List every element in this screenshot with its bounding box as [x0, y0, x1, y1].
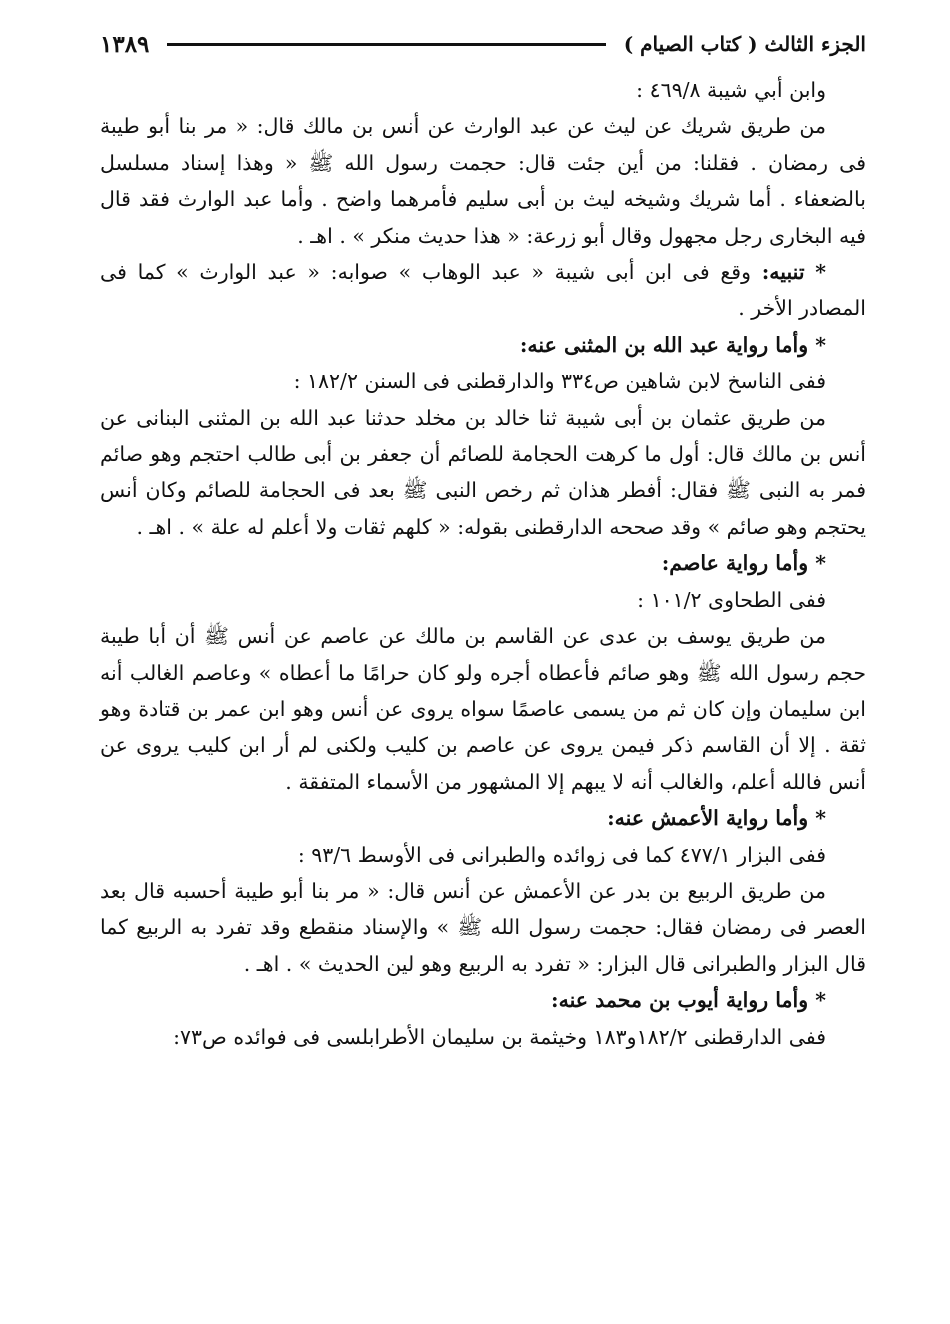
- section-heading-text: وأما رواية عاصم:: [661, 551, 809, 576]
- header-rule: [167, 43, 605, 46]
- section-heading-text: وأما رواية الأعمش عنه:: [607, 806, 809, 831]
- source-line: ففى البزار ٤٧٧/١ كما فى زوائده والطبرانى فى الأوسط ٩٣/٦ :: [297, 842, 826, 867]
- source-line: ففى الدارقطنى ١٨٢/٢و١٨٣ وخيثمة بن سليمان الأطرابلسى فى فوائده ص٧٣:: [173, 1024, 826, 1049]
- text-paragraph: من طريق يوسف بن عدى عن القاسم بن مالك عن عاصم عن أنس ﷺ أن أبا طيبة حجم رسول الله ﷺ وهو صائم فأعطاه أجره ولو كان حرامًا ما أعطاه » وعاصم الغالب أنه ابن سليمان وإن كان ثم من يسمى عاصمًا سواه يروى عن أنس وهو ابن عمر بن قتادة وهو ثقة . إلا أن القاسم ذكر فيمن يروى عن عاصم بن كليب ولكنى لم أر ابن كليب يروى عن أنس فالله أعلم، والغالب أنه لا يبهم إلا المشهور من الأسماء المتفقة .: [100, 624, 866, 794]
- section-heading-text: وأما رواية أيوب بن محمد عنه:: [551, 988, 809, 1013]
- section-heading: [100, 545, 866, 581]
- header-title: الجزء الثالث ( كتاب الصيام ): [623, 32, 866, 56]
- note-label: تنبيه:: [761, 260, 805, 285]
- section-heading: [100, 982, 866, 1018]
- page-number: ١٣٨٩: [100, 30, 150, 58]
- star-marker: *: [815, 551, 826, 576]
- note-text: وقع فى ابن أبى شيبة « عبد الوهاب » صوابه: « عبد الوارث » كما فى المصادر الأخر .: [100, 260, 866, 321]
- section-heading-text: وأما رواية عبد الله بن المثنى عنه:: [519, 332, 809, 357]
- section-heading: [100, 327, 866, 363]
- page-body: [100, 72, 866, 1055]
- section-heading: [100, 800, 866, 836]
- star-marker: *: [815, 332, 826, 357]
- text-paragraph: من طريق الربيع بن بدر عن الأعمش عن أنس قال: « مر بنا أبو طيبة أحسبه قال بعد العصر فى رمضان فقال: حجمت رسول الله ﷺ » والإسناد منقطع وقد تفرد به الربيع كما قال البزار والطبرانى قال البزار: « تفرد به الربيع وهو لين الحديث » . اهـ .: [100, 878, 866, 976]
- source-line: ففى الطحاوى ١٠١/٢ :: [637, 587, 826, 612]
- star-marker: *: [815, 988, 826, 1013]
- text-paragraph: من طريق عثمان بن أبى شيبة ثنا خالد بن مخلد حدثنا عبد الله بن المثنى البنانى عن أنس بن مالك قال: أول ما كرهت الحجامة للصائم أن جعفر بن أبى طالب احتجم وهو صائم فمر به النبى ﷺ فقال: أفطر هذان ثم رخص النبى ﷺ بعد فى الحجامة للصائم وكان أنس يحتجم وهو صائم » وقد صححه الدارقطنى بقوله: « كلهم ثقات ولا أعلم له علة » . اهـ .: [100, 405, 866, 539]
- star-marker: *: [815, 806, 826, 831]
- running-header: [100, 26, 866, 62]
- note-paragraph: [100, 254, 866, 327]
- source-line: ففى الناسخ لابن شاهين ص٣٣٤ والدارقطنى فى السنن ١٨٢/٢ :: [293, 369, 826, 394]
- star-marker: *: [815, 260, 826, 285]
- source-line: وابن أبي شيبة ٤٦٩/٨ :: [636, 78, 826, 102]
- text-paragraph: من طريق شريك عن ليث عن عبد الوارث عن أنس بن مالك قال: « مر بنا أبو طيبة فى رمضان . فقلنا: من أين جئت قال: حجمت رسول الله ﷺ « وهذا إسناد مسلسل بالضعفاء . أما شريك وشيخه ليث بن أبى سليم فأمرهما واضح . وأما عبد الوارث فقد قال فيه البخارى رجل مجهول وقال أبو زرعة: « هذا حديث منكر » . اهـ .: [100, 114, 866, 248]
